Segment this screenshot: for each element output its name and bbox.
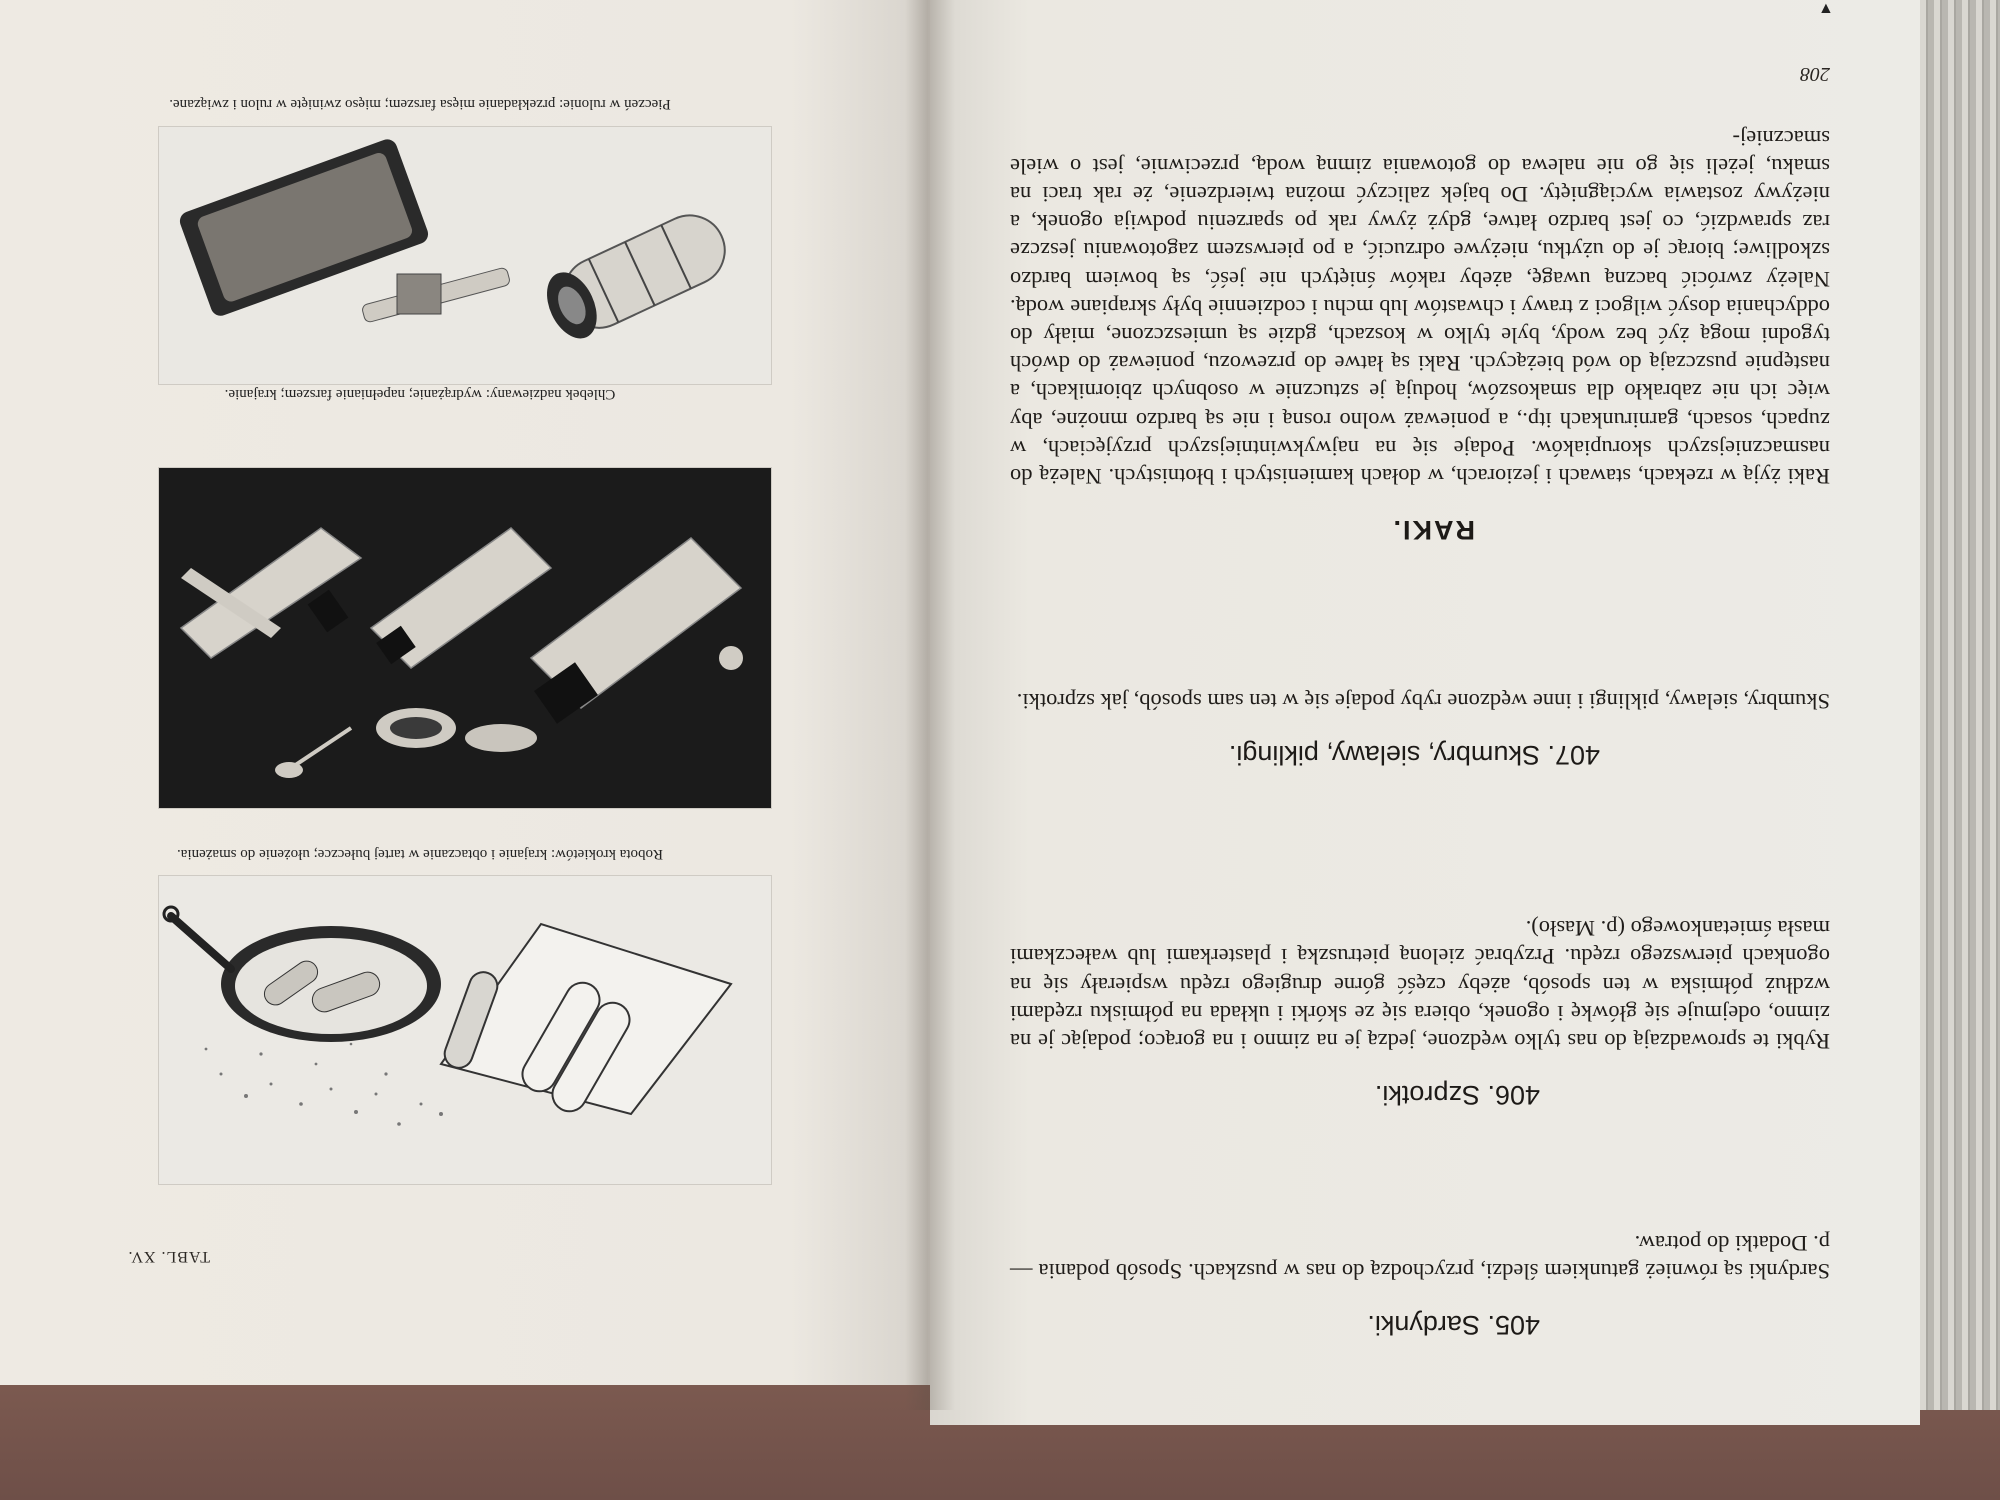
left-page <box>0 0 930 1385</box>
roulade-illustration <box>158 126 772 385</box>
paragraph-raki: Raki żyją w rzekach, stawach i jeziorach, w dołach kamienistych i błotnistych. Należą do nasmaczniejszych skorupiaków. Podaje się na najwykwintniejszych przyjęciach, w zupach, sosach, garnirunkach itp., a ponieważ wolno rosną i nie są bardzo mnożne, aby więc ich nie zabrakło dla smakoszów, hodują je sztucznie w osobnych zbiornikach, a następnie puszczają do wód bieżących. Raki są łatwe do przewozu, ponieważ do dwóch tygodni mogą żyć bez wody, byle tylko w koszach, gdzie są umieszczone, miały do oddychania dosyć wilgoci z trawy i chwastów lub mchu i codziennie były skrapiane wodą. Należy zwrócić baczną uwagę, ażeby raków śniętych nie jeść, są bowiem bardzo szkodliwe; biorąc je do użytku, nieżywe odrzucić, a po pierwszem zagotowaniu jeszcze raz sprawdzić, co jest bardzo łatwe, gdyż żywy rak po sparzeniu podwija ogonek, a nieżywy zostawia wyciągnięty. Do bajek zaliczyć można twierdzenie, że rak traci na smaku, jeżeli się go nie nalewa do gotowania zimną wodą, przeciwnie, jest o wiele smaczniej- <box>1010 125 1830 489</box>
paragraph-sardynki: Sardynki są również gatunkiem śledzi, przychodzą do nas w puszkach. Sposób podania — p. Dodatki do potraw. <box>1010 1230 1830 1284</box>
plate-content <box>0 0 930 1385</box>
heading-szprotki: 406. Szprotki. <box>1374 1080 1540 1110</box>
heading-skumbry: 407. Skumbry, sielawy, piklingi. <box>1228 740 1600 770</box>
paragraph-szprotki: Rybki te sprowadzają do nas tylko wędzone, jedzą je na zimno i na gorąco; podając je na zimno, odejmuje się główkę i ogonek, obiera się ze skórki i układa na półmisku rzędami wzdłuż półmiska w ten sposób, ażeby część górne drugiego rzędu wspierały się na ogonkach pierwszego rzędu. Przybrać zieloną pietruszką i plasterkami lub wałeczkami masła śmietankowego (p. Masło). <box>1010 916 1830 1054</box>
book-spine <box>905 0 955 1410</box>
stuffed-bread-illustration <box>158 467 772 809</box>
heading-raki: RAKI. <box>1391 515 1475 545</box>
paragraph-skumbry: Skumbry, sielawy, piklingi i inne wędzone ryby podaje się w ten sam sposób, jak szprotki. <box>1016 689 1830 714</box>
plate-label: TABL. XV. <box>127 1248 210 1265</box>
right-page <box>930 0 1920 1425</box>
ink-mark-icon: ▲ <box>1818 0 1834 17</box>
croquettes-illustration <box>158 875 772 1185</box>
caption-roulade: Pieczeń w rulonie: przekładanie mięsa farszem; mięso zwinięte w rulon i związane. <box>169 96 671 112</box>
caption-croquettes: Robota krokietów: krajanie i obtaczanie w tartej bułeczce; ułożenie do smażenia. <box>176 846 664 862</box>
page-number: 208 <box>1800 63 1830 85</box>
text-content <box>930 0 1920 1425</box>
caption-stuffed-bread: Chlebek nadziewany: wydrążanie; napełnianie farszem; krajanie. <box>224 386 616 402</box>
heading-sardynki: 405. Sardynki. <box>1367 1310 1540 1340</box>
